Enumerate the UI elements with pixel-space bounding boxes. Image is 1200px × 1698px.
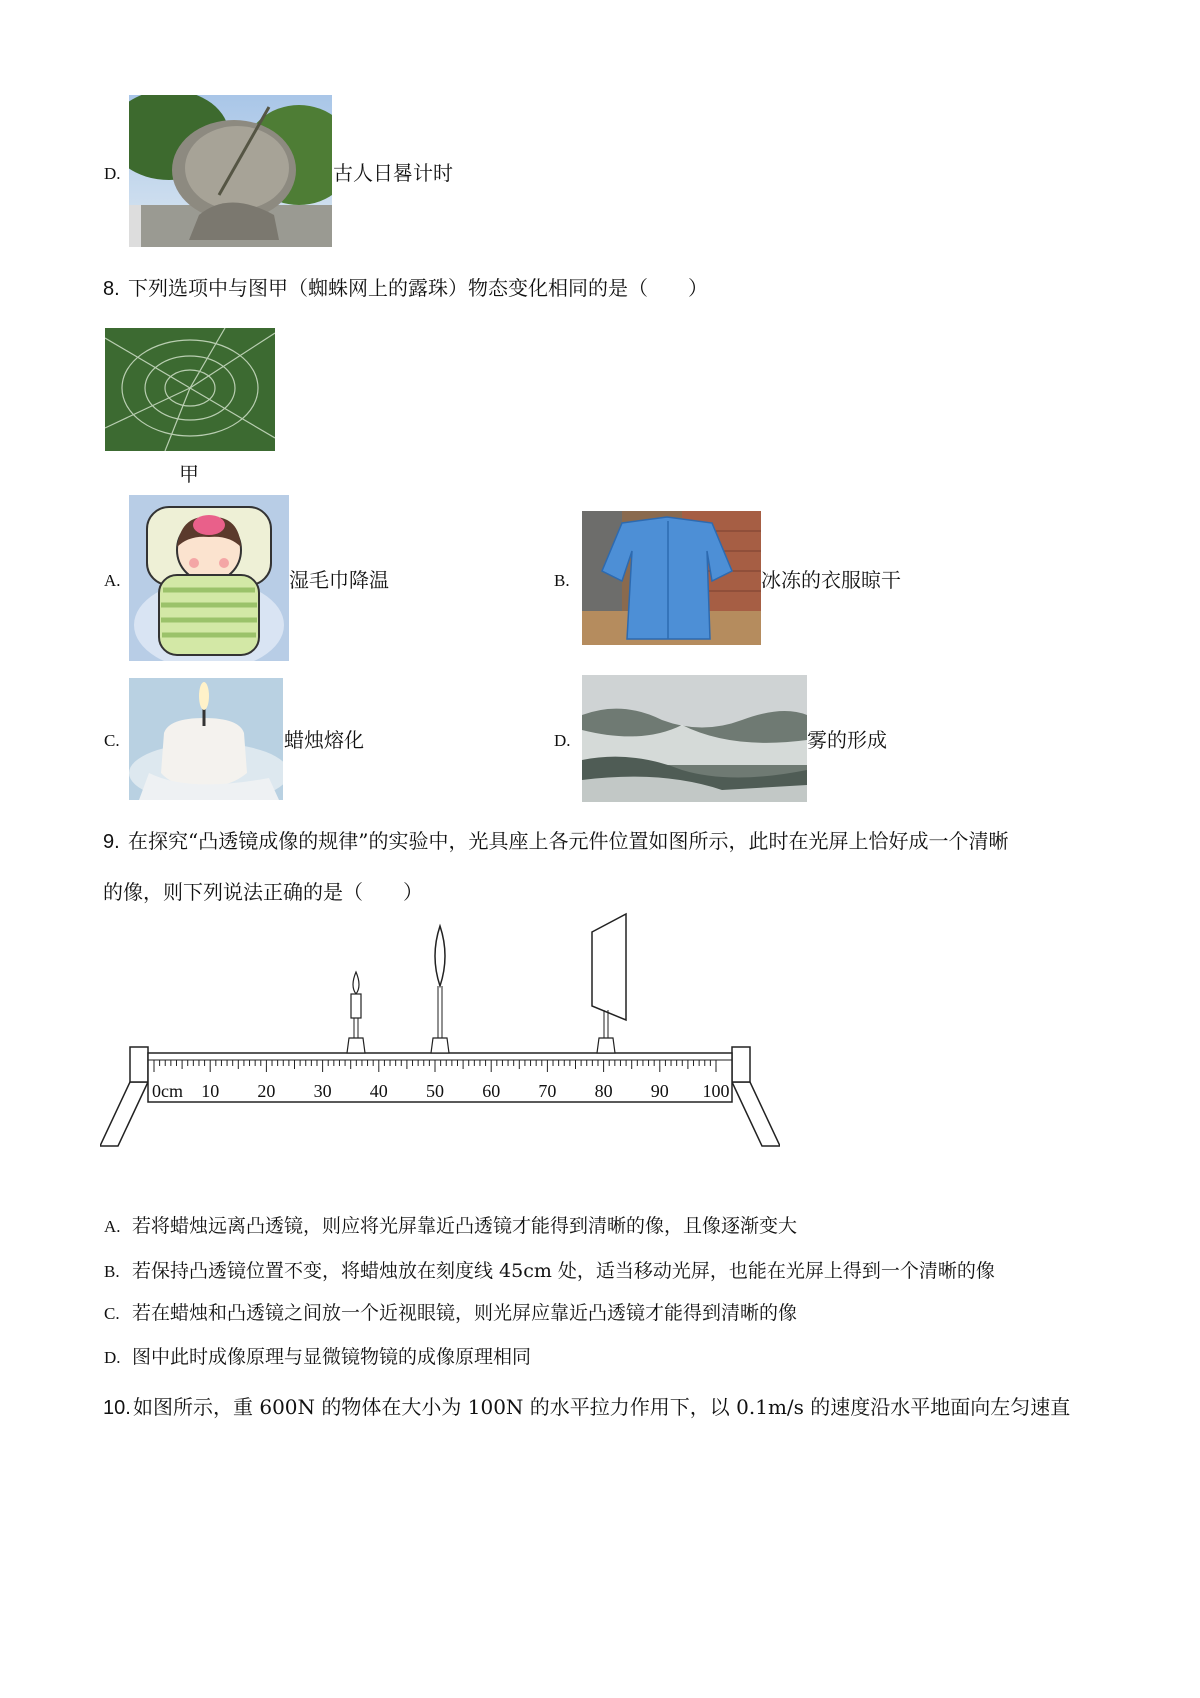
q9-option-b-letter: B. — [104, 1262, 120, 1281]
ruler-label: 100 — [702, 1081, 730, 1101]
optical-bench-diagram — [100, 910, 780, 1150]
right-leg — [732, 1082, 780, 1146]
q9-option-a-letter: A. — [104, 1217, 121, 1236]
ruler-label: 50 — [426, 1081, 444, 1101]
q9-option-d-text: 图中此时成像原理与显微镜物镜的成像原理相同 — [132, 1346, 532, 1368]
q9-option-b-text: 若保持凸透镜位置不变，将蜡烛放在刻度线 45cm 处，适当移动光屏，也能在光屏上得到一个清晰的像 — [132, 1260, 995, 1282]
q9-number: 9. — [103, 831, 120, 853]
q9-stem-line1: 在探究“凸透镜成像的规律”的实验中，光具座上各元件位置如图所示，此时在光屏上恰好成一个清晰 — [128, 829, 1009, 853]
q9-option-a-text: 若将蜡烛远离凸透镜，则应将光屏靠近凸透镜才能得到清晰的像，且像逐渐变大 — [132, 1215, 798, 1237]
q8-option-b-letter: B. — [554, 571, 570, 590]
melting-candle-photo — [129, 678, 283, 800]
frozen-shirt-photo — [582, 511, 761, 645]
q8-stem: 下列选项中与图甲（蜘蛛网上的露珠）物态变化相同的是（ ） — [128, 276, 708, 300]
q10-stem: 如图所示，重 600N 的物体在大小为 100N 的水平拉力作用下，以 0.1m/s 的速度沿水平地面向左匀速直 — [133, 1395, 1071, 1419]
q8-option-b-caption: 冰冻的衣服晾干 — [761, 568, 901, 592]
fog-mountain-photo — [582, 675, 807, 802]
ruler-label: 40 — [369, 1081, 388, 1101]
q7-option-d-letter: D. — [104, 164, 121, 183]
right-end-block — [732, 1047, 750, 1082]
ruler-label: 10 — [201, 1081, 220, 1101]
sick-child-illustration — [129, 495, 289, 661]
candle — [347, 972, 365, 1053]
ruler-label: 80 — [594, 1081, 613, 1101]
spider-web-dew-photo — [105, 328, 275, 451]
q8-option-d-caption: 雾的形成 — [807, 728, 887, 752]
q10-number: 10. — [103, 1397, 131, 1419]
light-screen — [592, 914, 626, 1053]
q9-option-d-letter: D. — [104, 1348, 121, 1367]
left-end-block — [130, 1047, 148, 1082]
left-leg — [100, 1082, 148, 1146]
ruler-label: 0cm — [152, 1081, 183, 1101]
q8-number: 8. — [103, 278, 120, 300]
q8-option-a-letter: A. — [104, 571, 121, 590]
q8-option-c-letter: C. — [104, 731, 120, 750]
ruler-label: 60 — [482, 1081, 501, 1101]
ruler-label: 90 — [650, 1081, 669, 1101]
convex-lens — [431, 926, 449, 1053]
q8-option-d-letter: D. — [554, 731, 571, 750]
q9-option-c-text: 若在蜡烛和凸透镜之间放一个近视眼镜，则光屏应靠近凸透镜才能得到清晰的像 — [132, 1302, 798, 1324]
q8-option-c-caption: 蜡烛熔化 — [284, 728, 364, 752]
ruler-label: 70 — [538, 1081, 557, 1101]
q9-option-c-letter: C. — [104, 1304, 120, 1323]
q8-option-a-caption: 湿毛巾降温 — [289, 568, 389, 592]
q7-option-d-caption: 古人日晷计时 — [333, 161, 453, 185]
ruler-label: 30 — [313, 1081, 332, 1101]
sundial-photo — [129, 95, 332, 247]
ruler-label: 20 — [257, 1081, 276, 1101]
figure-label-jia: 甲 — [179, 464, 199, 486]
q9-stem-line2: 的像，则下列说法正确的是（ ） — [103, 880, 423, 904]
